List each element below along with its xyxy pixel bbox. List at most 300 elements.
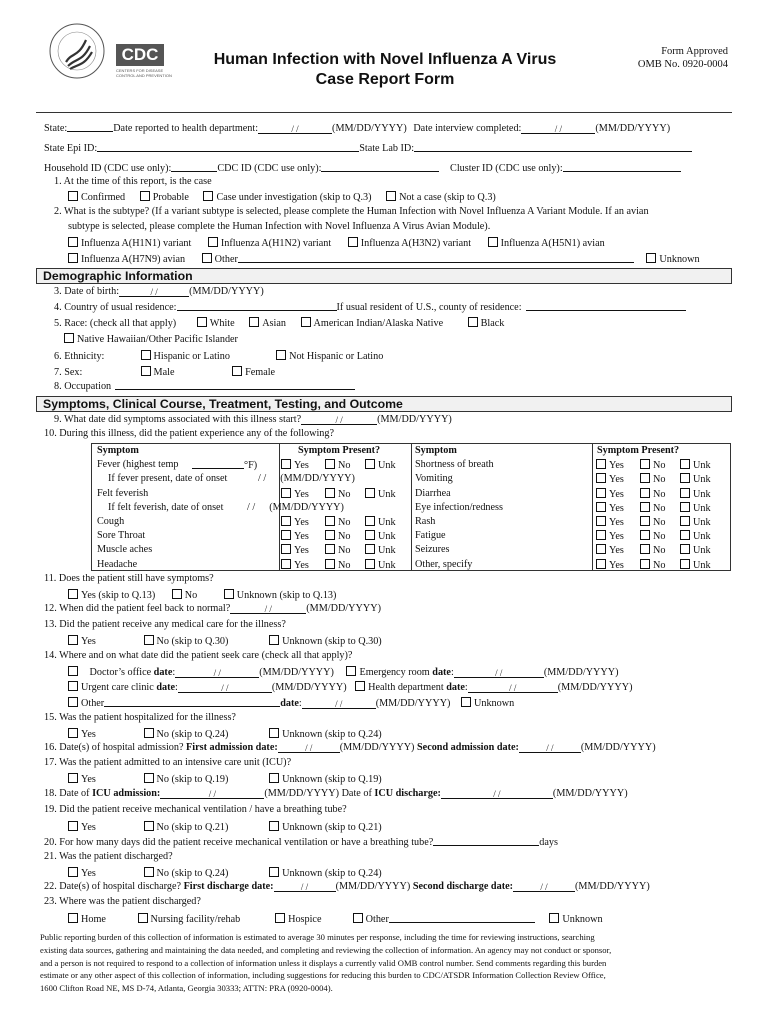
q15-yes-label: Yes <box>81 729 96 740</box>
eye-infection-yes-checkbox[interactable] <box>596 502 606 512</box>
cdc-logo-text: CDC <box>116 44 164 66</box>
eye-infection-unk-checkbox[interactable] <box>680 502 690 512</box>
shortness-of-breath-present <box>596 459 711 471</box>
header-divider <box>36 112 732 113</box>
discharge-unknown-checkbox[interactable] <box>549 913 559 923</box>
white-label: White <box>209 318 235 329</box>
q11-yes-label: Yes (skip to Q.13) <box>81 590 156 601</box>
dob-label: 3. Date of birth: <box>54 286 120 297</box>
unknown-subtype-label: Unknown <box>659 254 700 265</box>
dob-field[interactable]: / / <box>119 288 189 297</box>
asian-checkbox[interactable] <box>249 317 259 327</box>
state-field[interactable] <box>67 123 113 132</box>
male-checkbox[interactable] <box>141 366 151 376</box>
q16-label: 16. Date(s) of hospital admission? <box>44 742 184 753</box>
h7n9-checkbox[interactable] <box>68 253 78 263</box>
seizures-present <box>596 544 711 556</box>
format-hint: (MM/DD/YYYY) <box>575 881 650 892</box>
q2-options-row1 <box>68 237 605 249</box>
date-label: date <box>280 698 299 709</box>
country-label: 4. Country of usual residence: <box>54 302 177 313</box>
q18-mid: (MM/DD/YYYY) Date of <box>264 788 372 799</box>
q12-field[interactable]: / / <box>230 605 306 614</box>
muscle-aches-no-checkbox[interactable] <box>325 544 335 554</box>
symptoms-section-header: Symptoms, Clinical Course, Treatment, Testing, and Outcome <box>36 396 732 412</box>
days-label: days <box>539 837 558 848</box>
q14-row3: Other date: / / (MM/DD/YYYY) Unknown <box>68 697 514 709</box>
household-field[interactable] <box>171 163 217 172</box>
other-subtype-checkbox[interactable] <box>202 253 212 263</box>
hispanic-label: Hispanic or Latino <box>153 351 230 362</box>
er-checkbox[interactable] <box>346 666 356 676</box>
format-hint: (MM/DD/YYYY) <box>595 123 671 134</box>
h5n1-label: Influenza A(H5N1) avian <box>500 238 605 249</box>
fatigue-unk-label: Unk <box>693 531 711 543</box>
urgent-care-checkbox[interactable] <box>68 681 78 691</box>
race-label: 5. Race: (check all that apply) <box>54 318 177 329</box>
q7-row <box>54 366 275 378</box>
q19-yes-label: Yes <box>81 822 96 833</box>
demographic-section-header: Demographic Information <box>36 268 732 284</box>
shortness-of-breath-unk-checkbox[interactable] <box>680 459 690 469</box>
onset-label: 9. What date did symptoms associated with this illness start? <box>54 414 302 425</box>
format-hint: (MM/DD/YYYY) <box>543 667 619 678</box>
q22-row <box>44 882 650 892</box>
seizures-no-checkbox[interactable] <box>640 544 650 554</box>
q21-no-label: No (skip to Q.24) <box>156 868 229 879</box>
confirmed-checkbox[interactable] <box>68 191 78 201</box>
other-subtype-field[interactable] <box>238 254 634 263</box>
black-label: Black <box>480 318 505 329</box>
q11-unk-label: Unknown (skip to Q.13) <box>236 590 337 601</box>
fatigue-no-checkbox[interactable] <box>640 530 650 540</box>
q17-no-checkbox[interactable] <box>144 773 154 783</box>
burden-line: existing data sources, gathering and maintaining the data needed, and completing and reviewing the collection of information. An agency may not conduct or sponsor, <box>40 944 612 955</box>
felt-feverish-unk-checkbox[interactable] <box>365 488 375 498</box>
date-reported-field[interactable]: / / <box>258 125 332 134</box>
format-hint: (MM/DD/YYYY) <box>339 742 415 753</box>
vomiting-no-checkbox[interactable] <box>640 473 650 483</box>
other-symptom-no-label: No <box>653 559 666 571</box>
h7n9-label: Influenza A(H7N9) avian <box>81 254 186 265</box>
q15-no-checkbox[interactable] <box>144 728 154 738</box>
occupation-field[interactable] <box>115 381 355 390</box>
state-label: State: <box>44 123 68 134</box>
felt-onset-label: If felt feverish, date of onset <box>108 501 224 513</box>
q9-row <box>54 415 452 425</box>
date-label: date <box>446 682 465 693</box>
muscle-aches-yes-label: Yes <box>294 545 309 557</box>
doctor-office-date[interactable]: / / <box>175 669 259 678</box>
health-dept-label: Health department <box>368 682 444 693</box>
q2-text2: subtype is selected, please complete the Human Infection with Novel Influenza A Virus Avian Module). <box>68 221 491 232</box>
nursing-checkbox[interactable] <box>138 913 148 923</box>
q21-unk-label: Unknown (skip to Q.24) <box>282 868 382 879</box>
symptom-column-header-b: Symptom <box>415 445 457 456</box>
present-column-header-b: Symptom Present? <box>597 445 680 456</box>
burden-line: 1600 Clifton Road NE, MS D-74, Atlanta, Georgia 30333; ATTN: PRA (0920-0004). <box>40 983 333 994</box>
other-symptom-no-checkbox[interactable] <box>640 559 650 569</box>
icu-discharge-field[interactable]: / / <box>441 790 553 799</box>
q11-no-label: No <box>184 590 198 601</box>
shortness-of-breath-yes-label: Yes <box>609 460 624 472</box>
form-title-line2: Case Report Form <box>315 71 455 88</box>
state-epi-field[interactable] <box>97 143 359 152</box>
muscle-aches-unk-label: Unk <box>378 545 396 557</box>
present-column-header: Symptom Present? <box>298 445 381 456</box>
home-checkbox[interactable] <box>68 913 78 923</box>
q14-text: 14. Where and on what date did the patient seek care (check all that apply)? <box>44 650 353 661</box>
fever-no-checkbox[interactable] <box>325 459 335 469</box>
q19-yes-checkbox[interactable] <box>68 821 78 831</box>
first-discharge-field[interactable]: / / <box>274 883 336 892</box>
q19-unk-checkbox[interactable] <box>269 821 279 831</box>
date-interview-field[interactable]: / / <box>521 125 595 134</box>
male-label: Male <box>153 367 175 378</box>
headache-label: Headache <box>97 558 138 570</box>
q15-unk-label: Unknown (skip to Q.24) <box>282 729 382 740</box>
probable-checkbox[interactable] <box>140 191 150 201</box>
diarrhea-unk-checkbox[interactable] <box>680 488 690 498</box>
fever-unit: °F) <box>244 460 258 472</box>
cough-yes-checkbox[interactable] <box>281 516 291 526</box>
fatigue-no-label: No <box>653 531 666 543</box>
other-discharge-field[interactable] <box>389 914 535 923</box>
second-admission-label: Second admission date: <box>417 742 519 753</box>
q11-unk-checkbox[interactable] <box>224 589 234 599</box>
care-unknown-checkbox[interactable] <box>461 697 471 707</box>
q5-row <box>54 317 504 329</box>
q12-row <box>44 604 381 614</box>
headache-no-checkbox[interactable] <box>325 559 335 569</box>
h3n2-label: Influenza A(H3N2) variant <box>360 238 472 249</box>
q18-row <box>44 789 628 799</box>
date-slashes: / / <box>258 473 267 485</box>
h1n2-label: Influenza A(H1N2) variant <box>220 238 332 249</box>
q4-row <box>54 302 686 313</box>
black-checkbox[interactable] <box>468 317 478 327</box>
fever-unk-checkbox[interactable] <box>365 459 375 469</box>
q21-no-checkbox[interactable] <box>144 867 154 877</box>
format-hint: (MM/DD/YYYY) <box>306 603 381 614</box>
under-investigation-checkbox[interactable] <box>203 191 213 201</box>
other-discharge-checkbox[interactable] <box>353 913 363 923</box>
q13-unk-label: Unknown (skip to Q.30) <box>282 636 382 647</box>
icu-label: ICU <box>374 788 394 799</box>
fever-onset-date[interactable] <box>258 474 355 484</box>
headache-yes-checkbox[interactable] <box>281 559 291 569</box>
q19-unk-label: Unknown (skip to Q.21) <box>282 822 382 833</box>
q22-label: 22. Date(s) of hospital discharge? <box>44 881 182 892</box>
other-symptom-yes-checkbox[interactable] <box>596 559 606 569</box>
h1n1-checkbox[interactable] <box>68 237 78 247</box>
q23-text: 23. Where was the patient discharged? <box>44 896 201 907</box>
seizures-yes-checkbox[interactable] <box>596 544 606 554</box>
urgent-care-label: Urgent care clinic <box>81 682 154 693</box>
q13-yes-label: Yes <box>81 636 96 647</box>
first-discharge-label: First discharge date: <box>183 881 274 892</box>
rash-label: Rash <box>415 516 436 527</box>
icu-label: ICU <box>92 788 111 799</box>
q21-yes-checkbox[interactable] <box>68 867 78 877</box>
confirmed-label: Confirmed <box>81 192 126 203</box>
felt-feverish-no-label: No <box>338 488 351 500</box>
nursing-label: Nursing facility/rehab <box>150 914 241 925</box>
q11-text: 11. Does the patient still have symptoms? <box>44 573 214 584</box>
felt-feverish-yes-label: Yes <box>294 488 309 500</box>
cdc-id-field[interactable] <box>321 163 439 172</box>
q20-row <box>44 837 558 848</box>
q21-yes-label: Yes <box>81 868 96 879</box>
cough-no-label: No <box>338 517 351 528</box>
q12-label: 12. When did the patient feel back to normal? <box>44 603 231 614</box>
fever-label: Fever (highest temp <box>97 459 179 471</box>
vomiting-unk-label: Unk <box>693 474 711 486</box>
q17-yes-label: Yes <box>81 774 96 785</box>
health-dept-checkbox[interactable] <box>355 681 365 691</box>
sore-throat-yes-checkbox[interactable] <box>281 530 291 540</box>
muscle-aches-unk-checkbox[interactable] <box>365 544 375 554</box>
q13-yes-checkbox[interactable] <box>68 635 78 645</box>
er-date[interactable]: / / <box>454 669 544 678</box>
fever-no-label: No <box>338 460 351 472</box>
fever-yes-checkbox[interactable] <box>281 459 291 469</box>
h1n2-checkbox[interactable] <box>208 237 218 247</box>
felt-feverish-present <box>281 488 396 500</box>
q17-yes-checkbox[interactable] <box>68 773 78 783</box>
rash-no-checkbox[interactable] <box>640 516 650 526</box>
state-lab-label: State Lab ID: <box>359 143 415 154</box>
q13-no-label: No (skip to Q.30) <box>156 636 229 647</box>
cough-yes-label: Yes <box>294 517 309 528</box>
q15-yes-checkbox[interactable] <box>68 728 78 738</box>
q21-text: 21. Was the patient discharged? <box>44 851 173 862</box>
rash-yes-label: Yes <box>609 517 624 528</box>
diarrhea-yes-checkbox[interactable] <box>596 488 606 498</box>
felt-onset-date[interactable] <box>247 503 344 513</box>
other-care-label: Other <box>81 698 105 709</box>
q15-text: 15. Was the patient hospitalized for the illness? <box>44 712 236 723</box>
health-dept-date[interactable]: / / <box>468 684 558 693</box>
muscle-aches-no-label: No <box>338 545 351 557</box>
sore-throat-no-checkbox[interactable] <box>325 530 335 540</box>
vomiting-unk-checkbox[interactable] <box>680 473 690 483</box>
burden-line: and a person is not required to respond to a collection of information unless it displays a currently valid OMB control number. Send comments regarding this burden <box>40 957 607 968</box>
nhpi-checkbox[interactable] <box>64 333 74 343</box>
felt-feverish-unk-label: Unk <box>378 488 396 500</box>
other-symptom-unk-checkbox[interactable] <box>680 559 690 569</box>
seizures-yes-label: Yes <box>609 545 624 557</box>
fever-onset-label: If fever present, date of onset <box>108 473 228 485</box>
felt-feverish-yes-checkbox[interactable] <box>281 488 291 498</box>
other-care-date[interactable]: / / <box>302 700 376 709</box>
format-hint: (MM/DD/YYYY) <box>375 698 451 709</box>
q11-yes-checkbox[interactable] <box>68 589 78 599</box>
q19-options <box>68 821 382 833</box>
highest-temp-field[interactable] <box>192 460 244 469</box>
q2-text1: 2. What is the subtype? (If a variant subtype is selected, please complete the Human Infection with Novel Influenza A Variant Module. If an avian <box>54 206 649 217</box>
white-checkbox[interactable] <box>197 317 207 327</box>
first-admission-label: First admission date: <box>186 742 278 753</box>
cough-unk-checkbox[interactable] <box>365 516 375 526</box>
ethnicity-label: 6. Ethnicity: <box>54 351 105 362</box>
onset-field[interactable]: / / <box>301 416 377 425</box>
eye-infection-unk-label: Unk <box>693 502 711 514</box>
q17-options <box>68 773 382 785</box>
other-care-field[interactable] <box>104 698 280 707</box>
format-hint: (MM/DD/YYYY) <box>189 286 264 297</box>
fatigue-present <box>596 530 711 542</box>
muscle-aches-label: Muscle aches <box>97 544 153 556</box>
other-subtype-label: Other <box>214 254 238 265</box>
cough-no-checkbox[interactable] <box>325 516 335 526</box>
vomiting-yes-label: Yes <box>609 474 624 486</box>
q19-no-checkbox[interactable] <box>144 821 154 831</box>
diarrhea-present <box>596 488 711 500</box>
other-care-checkbox[interactable] <box>68 697 78 707</box>
h5n1-checkbox[interactable] <box>488 237 498 247</box>
hhs-seal <box>48 22 106 80</box>
shortness-of-breath-no-checkbox[interactable] <box>640 459 650 469</box>
shortness-of-breath-yes-checkbox[interactable] <box>596 459 606 469</box>
q15-unk-checkbox[interactable] <box>269 728 279 738</box>
q13-unk-checkbox[interactable] <box>269 635 279 645</box>
unknown-subtype-checkbox[interactable] <box>646 253 656 263</box>
second-discharge-label: Second discharge date: <box>412 881 514 892</box>
burden-statement <box>40 931 611 995</box>
q8-row <box>54 381 355 392</box>
q21-unk-checkbox[interactable] <box>269 867 279 877</box>
shortness-of-breath-no-label: No <box>653 460 666 472</box>
discharge-unknown-label: Unknown <box>562 914 603 925</box>
second-discharge-field[interactable]: / / <box>513 883 575 892</box>
aian-checkbox[interactable] <box>301 317 311 327</box>
h3n2-checkbox[interactable] <box>348 237 358 247</box>
h1n1-label: Influenza A(H1N1) variant <box>81 238 192 249</box>
diarrhea-no-label: No <box>653 488 666 500</box>
omb-number: OMB No. 0920-0004 <box>637 59 728 70</box>
hospice-checkbox[interactable] <box>275 913 285 923</box>
format-hint: (MM/DD/YYYY) <box>552 788 628 799</box>
other-symptom-yes-label: Yes <box>609 559 624 571</box>
other-discharge-label: Other <box>365 914 389 925</box>
q11-no-checkbox[interactable] <box>172 589 182 599</box>
icu-admission-field[interactable]: / / <box>160 790 264 799</box>
q15-options <box>68 728 382 740</box>
headache-no-label: No <box>338 559 351 571</box>
county-field[interactable] <box>526 302 686 311</box>
state-lab-field[interactable] <box>414 143 692 152</box>
nhpi-label: Native Hawaiian/Other Pacific Islander <box>77 334 238 345</box>
headache-unk-label: Unk <box>378 559 396 571</box>
other-symptom-label: Other, specify <box>415 558 473 570</box>
format-hint: (MM/DD/YYYY) <box>269 501 344 513</box>
sex-label: 7. Sex: <box>54 367 83 378</box>
form-title-line1: Human Infection with Novel Influenza A Virus <box>213 51 557 68</box>
q18-label: 18. Date of <box>44 788 90 799</box>
ventilation-days-field[interactable] <box>433 837 539 846</box>
aian-label: American Indian/Alaska Native <box>313 318 444 329</box>
fever-present <box>281 459 396 471</box>
symptom-column-header: Symptom <box>97 445 139 456</box>
seizures-label: Seizures <box>415 544 450 556</box>
diarrhea-yes-label: Yes <box>609 488 624 500</box>
format-hint: (MM/DD/YYYY) <box>259 667 334 678</box>
vomiting-present <box>596 473 711 485</box>
hospice-label: Hospice <box>288 914 322 925</box>
diarrhea-no-checkbox[interactable] <box>640 488 650 498</box>
headache-unk-checkbox[interactable] <box>365 559 375 569</box>
rash-unk-label: Unk <box>693 517 711 528</box>
headache-present <box>281 559 396 571</box>
seizures-unk-checkbox[interactable] <box>680 544 690 554</box>
cdc-logo-sub1: CENTERS FOR DISEASE <box>116 68 164 73</box>
cdc-id-label: CDC ID (CDC use only): <box>217 163 322 174</box>
not-case-label: Not a case (skip to Q.3) <box>399 192 496 203</box>
rash-present <box>596 516 711 528</box>
rash-unk-checkbox[interactable] <box>680 516 690 526</box>
fatigue-unk-checkbox[interactable] <box>680 530 690 540</box>
seizures-unk-label: Unk <box>693 545 711 557</box>
discharge-label: discharge: <box>395 788 441 799</box>
q17-unk-checkbox[interactable] <box>269 773 279 783</box>
fatigue-label: Fatigue <box>415 530 446 542</box>
q14-row1: Doctor’s office date: / / (MM/DD/YYYY) Emergency room date: / / (MM/DD/YYYY) <box>68 666 619 678</box>
second-admission-field[interactable]: / / <box>519 744 581 753</box>
not-case-checkbox[interactable] <box>386 191 396 201</box>
fatigue-yes-checkbox[interactable] <box>596 530 606 540</box>
fever-unk-label: Unk <box>378 460 396 472</box>
q1-text: 1. At the time of this report, is the case <box>54 176 212 187</box>
fatigue-yes-label: Yes <box>609 531 624 543</box>
female-checkbox[interactable] <box>232 366 242 376</box>
hispanic-checkbox[interactable] <box>141 350 151 360</box>
not-hispanic-label: Not Hispanic or Latino <box>289 351 384 362</box>
first-admission-field[interactable]: / / <box>278 744 340 753</box>
occupation-label: 8. Occupation <box>54 381 112 392</box>
vomiting-yes-checkbox[interactable] <box>596 473 606 483</box>
vomiting-no-label: No <box>653 474 666 486</box>
burden-line: estimate or any other aspect of this collection of information, including suggestions for reducing this burden to CDC/ATSDR Information Collection Review Office, <box>40 970 606 981</box>
urgent-care-date[interactable]: / / <box>178 684 272 693</box>
country-field[interactable] <box>177 302 337 311</box>
eye-infection-no-label: No <box>653 502 666 514</box>
q1-options <box>68 191 496 203</box>
seizures-no-label: No <box>653 545 666 557</box>
diarrhea-label: Diarrhea <box>415 487 451 499</box>
sore-throat-unk-checkbox[interactable] <box>365 530 375 540</box>
muscle-aches-yes-checkbox[interactable] <box>281 544 291 554</box>
home-label: Home <box>81 914 106 925</box>
q13-no-checkbox[interactable] <box>144 635 154 645</box>
rash-yes-checkbox[interactable] <box>596 516 606 526</box>
q10-text: 10. During this illness, did the patient experience any of the following? <box>44 428 334 439</box>
burden-line: Public reporting burden of this collection of information is estimated to average 30 minutes per response, including the time for reviewing instructions, searching <box>40 932 595 942</box>
cluster-field[interactable] <box>563 163 681 172</box>
format-hint: (MM/DD/YYYY) <box>335 881 411 892</box>
eye-infection-no-checkbox[interactable] <box>640 502 650 512</box>
not-hispanic-checkbox[interactable] <box>276 350 286 360</box>
q17-no-label: No (skip to Q.19) <box>156 774 229 785</box>
date-reported-label: Date reported to health department: <box>113 123 259 134</box>
cluster-label: Cluster ID (CDC use only): <box>450 163 563 174</box>
doctor-office-checkbox[interactable] <box>68 666 78 676</box>
format-hint: (MM/DD/YYYY) <box>280 473 355 485</box>
muscle-aches-present <box>281 544 396 556</box>
sore-throat-yes-label: Yes <box>294 531 309 543</box>
felt-feverish-no-checkbox[interactable] <box>325 488 335 498</box>
female-label: Female <box>245 367 276 378</box>
